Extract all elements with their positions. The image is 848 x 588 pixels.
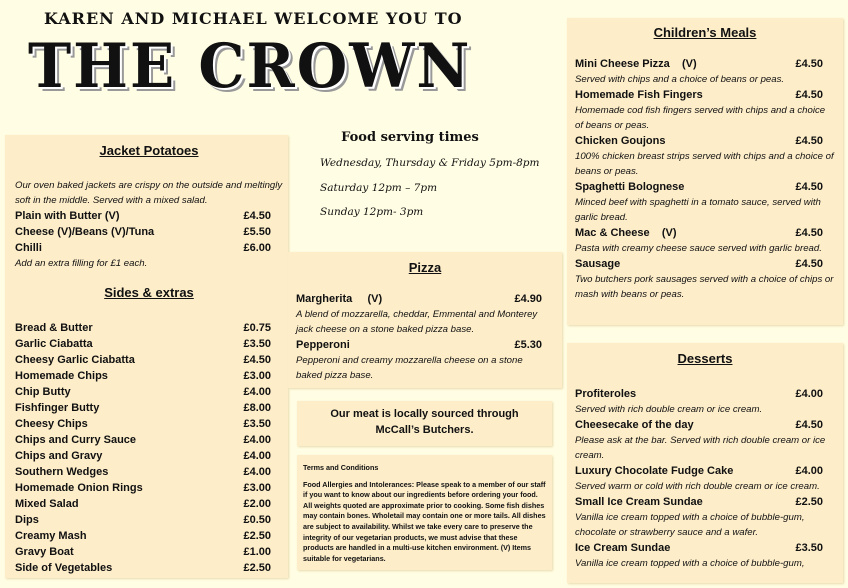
pizza-heading: Pizza [408, 260, 442, 275]
desserts-list [575, 386, 835, 571]
item-price: £2.50 [243, 562, 271, 574]
item-name: Chips and Gravy [15, 450, 103, 462]
times-line: Wednesday, Thursday & Friday 5pm-8pm [320, 157, 540, 169]
item-name: Cheesy Garlic Ciabatta [15, 354, 135, 366]
menu-item [575, 386, 835, 402]
item-name: Margherita (V) [296, 293, 383, 305]
children-heading: Children’s Meals [653, 25, 757, 40]
item-description: Pepperoni and creamy mozzarella cheese on a stone baked pizza base. [296, 355, 523, 381]
item-price: £2.00 [243, 498, 271, 510]
times-line: Saturday 12pm – 7pm [320, 181, 438, 194]
item-description: Served with rich double cream or ice cream. [575, 404, 763, 415]
item-price: £3.50 [795, 542, 823, 554]
item-price: £3.00 [243, 482, 271, 494]
menu-item [15, 544, 283, 560]
item-description: Two butchers pork sausages served with a choice of chips or mash with beans or peas. [575, 274, 834, 300]
item-name: Dips [15, 514, 39, 526]
item-name: Gravy Boat [15, 546, 74, 558]
item-name: Homemade Onion Rings [15, 482, 143, 494]
item-name: Cheese (V)/Beans (V)/Tuna [15, 226, 155, 238]
item-name: Chip Butty [15, 386, 71, 398]
meat-note: Our meat is locally sourced through McCall’s Butchers. [330, 408, 519, 436]
menu-item [575, 87, 835, 103]
menu-item [15, 320, 283, 336]
menu-item [575, 256, 835, 272]
item-price: £4.00 [795, 388, 823, 400]
item-description: Served with chips and a choice of beans or peas. [575, 74, 785, 85]
menu-item [15, 384, 283, 400]
terms-heading: Terms and Conditions [303, 463, 379, 472]
item-name: Chicken Goujons [575, 135, 666, 147]
menu-item [15, 224, 283, 240]
item-name: Cheesy Chips [15, 418, 88, 430]
menu-item [15, 400, 283, 416]
menu-item [575, 417, 835, 433]
jacket-list [15, 208, 283, 256]
item-price: £6.00 [243, 242, 271, 254]
menu-item [15, 416, 283, 432]
jacket-intro: Our oven baked jackets are crispy on the outside and meltingly soft in the middle. Served with a mixed salad. [15, 180, 283, 206]
menu-item [575, 133, 835, 149]
item-name: Homemade Chips [15, 370, 108, 382]
item-price: £5.50 [243, 226, 271, 238]
item-description: Pasta with creamy cheese sauce served with garlic bread. [575, 243, 822, 254]
menu-item [575, 56, 835, 72]
item-price: £4.50 [795, 89, 823, 101]
item-name: Creamy Mash [15, 530, 87, 542]
item-price: £4.50 [795, 135, 823, 147]
item-name: Profiteroles [575, 388, 637, 400]
menu-item [575, 540, 835, 556]
item-name: Cheesecake of the day [575, 419, 694, 431]
item-description: Served warm or cold with rich double cream or ice cream. [575, 481, 820, 492]
item-price: £3.50 [243, 418, 271, 430]
terms-panel [297, 455, 552, 570]
menu-item [15, 208, 283, 224]
item-name: Side of Vegetables [15, 562, 113, 574]
item-price: £4.90 [514, 293, 542, 305]
menu-item [15, 432, 283, 448]
item-name: Mac & Cheese (V) [575, 227, 677, 239]
times-line: Sunday 12pm- 3pm [320, 206, 424, 218]
menu-item [296, 291, 542, 307]
jacket-note: Add an extra filling for £1 each. [15, 258, 148, 269]
item-price: £3.00 [243, 370, 271, 382]
menu-item [15, 240, 283, 256]
item-name: Homemade Fish Fingers [575, 89, 703, 101]
item-description: Minced beef with spaghetti in a tomato sauce, served with garlic bread. [575, 197, 821, 223]
children-panel [567, 18, 843, 325]
item-name: Ice Cream Sundae [575, 542, 671, 554]
menu-item [15, 512, 283, 528]
item-price: £5.30 [514, 339, 542, 351]
item-name: Luxury Chocolate Fudge Cake [575, 465, 734, 477]
item-description: Homemade cod fish fingers served with chips and a choice of beans or peas. [575, 105, 826, 131]
children-list [575, 56, 835, 302]
item-price: £0.75 [243, 322, 271, 334]
item-price: £4.00 [795, 465, 823, 477]
item-price: £4.50 [243, 210, 271, 222]
item-name: Garlic Ciabatta [15, 338, 93, 350]
terms-body: Food Allergies and Intolerances: Please speak to a member of our staff if you want to know about our ingredients before ordering your food. All weights quoted are approximate prior to cooking. Some fish dishes may contain bones. Wholetail may contain one or more tails. All dishes are subject to availability. Whilst we take every care to preserve the integrity of our vegetarian products, we must advise that these products are handled in a multi-use kitchen environment. (V) Items suitable for vegetarians. [303, 479, 546, 563]
item-price: £1.00 [243, 546, 271, 558]
item-name: Plain with Butter (V) [15, 210, 120, 222]
item-name: Small Ice Cream Sundae [575, 496, 703, 508]
item-price: £4.00 [243, 466, 271, 478]
item-name: Spaghetti Bolognese [575, 181, 685, 193]
menu-item [575, 225, 835, 241]
item-description: Vanilla ice cream topped with a choice of bubble-gum, chocolate or strawberry sauce and a wafer. [575, 512, 805, 538]
menu-item [575, 494, 835, 510]
item-price: £4.00 [243, 450, 271, 462]
menu-item [575, 179, 835, 195]
item-name: Mixed Salad [15, 498, 79, 510]
item-price: £3.50 [243, 338, 271, 350]
item-price: £4.50 [795, 419, 823, 431]
item-name: Chips and Curry Sauce [15, 434, 137, 446]
item-name: Chilli [15, 242, 42, 254]
item-name: Fishfinger Butty [15, 402, 100, 414]
item-name: Pepperoni [296, 339, 350, 351]
item-price: £2.50 [243, 530, 271, 542]
item-price: £2.50 [795, 496, 823, 508]
menu-item [15, 352, 283, 368]
times-heading: Food serving times [341, 130, 479, 145]
item-name: Sausage [575, 258, 621, 270]
item-name: Bread & Butter [15, 322, 93, 334]
menu-item [15, 448, 283, 464]
pizza-panel [288, 252, 562, 388]
menu-item [575, 463, 835, 479]
sides-list [15, 320, 283, 576]
menu-item [15, 368, 283, 384]
item-price: £4.50 [795, 227, 823, 239]
menu-item [15, 496, 283, 512]
menu-item [15, 528, 283, 544]
desserts-panel [567, 343, 843, 583]
menu-item [15, 480, 283, 496]
desserts-heading: Desserts [677, 351, 733, 366]
item-price: £8.00 [243, 402, 271, 414]
item-price: £4.50 [795, 258, 823, 270]
serving-times [300, 130, 550, 225]
item-description: Please ask at the bar. Served with rich double cream or ice cream. [575, 435, 826, 461]
menu-item [15, 464, 283, 480]
left-panel [5, 135, 288, 578]
welcome-heading: KAREN AND MICHAEL WELCOME YOU TO [44, 9, 463, 28]
item-price: £0.50 [243, 514, 271, 526]
item-price: £4.00 [243, 434, 271, 446]
pizza-list [296, 291, 554, 383]
meat-note-panel [297, 401, 552, 446]
item-description: A blend of mozzarella, cheddar, Emmental and Monterey jack cheese on a stone baked pizza base. [296, 309, 538, 335]
item-name: Southern Wedges [15, 466, 109, 478]
menu-item [15, 560, 283, 576]
item-price: £4.50 [795, 58, 823, 70]
jacket-heading: Jacket Potatoes [99, 143, 199, 158]
menu-item [15, 336, 283, 352]
item-description: Vanilla ice cream topped with a choice of bubble-gum, [575, 558, 805, 569]
menu-item [296, 337, 542, 353]
item-name: Mini Cheese Pizza (V) [575, 58, 697, 70]
item-price: £4.50 [243, 354, 271, 366]
sides-heading: Sides & extras [104, 285, 194, 300]
item-description: 100% chicken breast strips served with chips and a choice of beans or peas. [575, 151, 834, 177]
item-price: £4.00 [243, 386, 271, 398]
pub-title: THE CROWN [28, 30, 472, 102]
item-price: £4.50 [795, 181, 823, 193]
